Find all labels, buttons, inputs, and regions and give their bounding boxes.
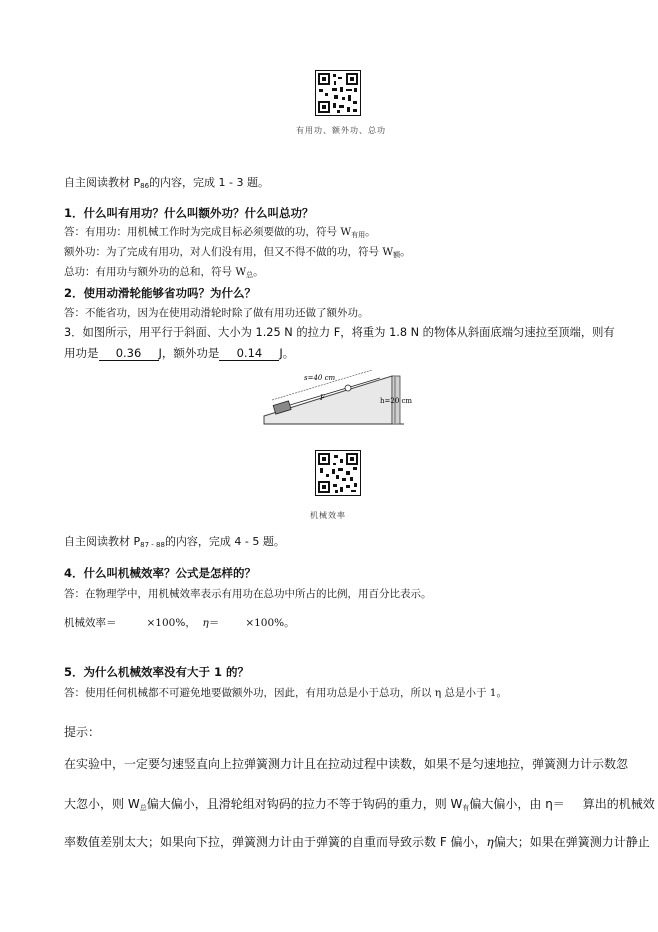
answer-4: 答：在物理学中，用机械效率表示有用功在总功中所占的比例，用百分比表示。 [64, 588, 432, 600]
answer-2: 答：不能省功，因为在使用动滑轮时除了做有用功还做了额外功。 [64, 307, 369, 319]
hint-line-2: 大忽小，则 $W_总$偏大偏小，且滑轮组对钩码的拉力不等于钩码的重力，则 $W_有$偏大偏小，由 η＝ 算出的机械效 [64, 797, 655, 812]
question-3-line-2: 用功是 0.36 J，额外功是 0.14 J。 [64, 346, 295, 360]
qr-pattern [316, 71, 360, 115]
qr-code-2 [315, 450, 361, 496]
spring-scale [345, 385, 351, 391]
hint-title: 提示： [64, 725, 101, 739]
label-height: h=20 cm [380, 397, 413, 405]
qr-pattern [316, 451, 360, 495]
reading-instruction-2: 自主阅读教材 $P_{87 - 88}$的内容，完成 4 - 5 题。 [64, 535, 285, 549]
question-5: 5．为什么机械效率没有大于 1 的？ [64, 665, 250, 679]
qr-caption-2: 机械效率 [310, 511, 346, 520]
answer-5: 答：使用任何机械都不可避免地要做额外功，因此，有用功总是小于总功，所以 η 总是小于 1。 [64, 687, 507, 699]
reading-instruction-1: 自主阅读教材 $P_{86}$的内容，完成 1 - 3 题。 [64, 176, 270, 190]
question-4: 4．什么叫机械效率？公式是怎样的？ [64, 566, 256, 580]
blank-useful-work: 0.36 [99, 346, 159, 361]
blank-extra-work: 0.14 [219, 346, 279, 361]
qr-caption-1: 有用功、额外功、总功 [296, 126, 386, 135]
answer-1-total-work: 总功：有用功与额外功的总和，符号 $W_总$。 [64, 266, 264, 279]
hint-line-1: 在实验中，一定要匀速竖直向上拉弹簧测力计且在拉动过程中读数，如果不是匀速地拉，弹簧测力计示数忽 [64, 757, 629, 771]
question-2: 2．使用动滑轮能够省功吗？为什么？ [64, 286, 256, 300]
answer-1-extra-work: 额外功：为了完成有用功，对人们没有用，但又不得不做的功，符号 $W_额$。 [64, 246, 411, 259]
answer-1-useful-work: 答：有用功：用机械工作时为完成目标必须要做的功，符号 $W_{有用}$。 [64, 226, 376, 239]
incline-figure [262, 366, 413, 432]
label-force: F [320, 394, 325, 402]
question-3: 3．如图所示，用平行于斜面、大小为 1.25 N 的拉力 F，将重为 1.8 N 的物体从斜面底端匀速拉至顶端，则有 [64, 326, 615, 339]
qr-code-1 [315, 70, 361, 116]
question-1: 1．什么叫有用功？什么叫额外功？什么叫总功？ [64, 206, 314, 220]
efficiency-formula: 机械效率＝ ×100%， η＝ ×100%。 [64, 617, 295, 629]
hint-line-3: 率数值差别太大；如果向下拉，弹簧测力计由于弹簧的自重而导致示数 F 偏小，η偏大；如果在弹簧测力计静止 [64, 835, 650, 849]
label-distance: s=40 cm [304, 374, 336, 382]
